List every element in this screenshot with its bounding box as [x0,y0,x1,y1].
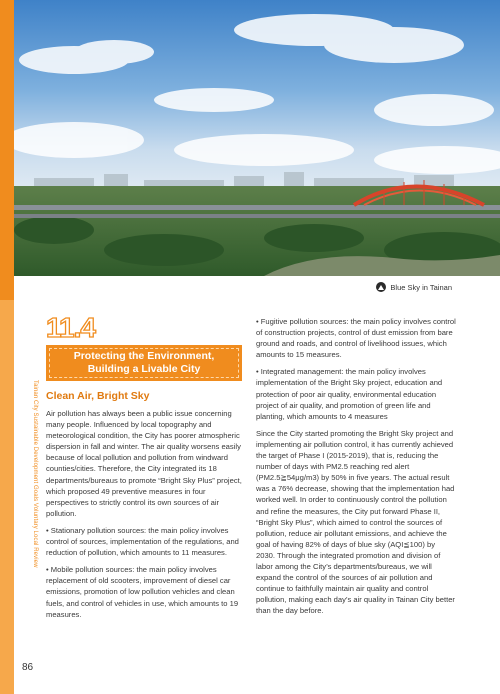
section-title-inner [49,348,239,378]
right-paragraph-2: • Integrated management: the main policy involves implementation of the Bright Sky project, education and protection of poor air quality, environmental education project of air quality, and promotion of green life and planting, which amounts to 4 measures [256,367,443,421]
left-paragraph-3: • Mobile pollution sources: the main policy involves replacement of old scooters, improvement of diesel car emissions, promotion of low pollution vehicles and clean fuels, and control of vehicles in use, which amounts to 19 measures. [46,565,239,619]
running-head-vertical: Tainan City Sustainable Development Goals Voluntary Local Review [32,380,38,568]
left-column [46,408,246,626]
left-paragraph-1: Air pollution has always been a public issue concerning many people. Influenced by local topography and meteorological condition, the City has poorer atmospheric dispersion in fall and winter. The air quality worsens easily because of local pollution and pollution from windward counties/cities. Therefore, the City integrated its 18 departments/bureaus to promote “Bright Sky Plus” project, which proposed 49 preventive measures in four perspectives to strictly control its own sources of air pollution. [46,409,242,518]
left-paragraph-2: • Stationary pollution sources: the main policy involves control of sources, implementation of the regulations, and reduction of pollution, which amounts to 11 measures. [46,525,239,558]
right-paragraph-1: • Fugitive pollution sources: the main policy involves control of construction projects, control of dust emission from bare ground and roads, and control of livelihood issues, which amounts to 15 measures. [256,317,456,360]
section-title-line2: Building a Livable City [87,363,201,375]
subheading: Clean Air, Bright Sky [46,390,150,402]
caption-triangle-icon [376,282,386,292]
right-column [256,316,456,622]
page-number: 86 [22,662,34,673]
section-number: 11.4 [46,312,95,343]
right-paragraph-3: Since the City started promoting the Bright Sky project and implementing air pollution control, it has currently achieved the target of Phase I (2015-2019), that is, reducing the number of days with PM2.5 reaching red alert (PM2.5≧54μg/m3) by 50% in five years. The actual result was a 76% decrease, showing that the implementation had worked well. In order to continuously control the pollution and refine the measures, the City put forward Phase II, “Bright Sky Plus”, which aimed to control the sources of pollution, reduce air pollutant emissions, and achieve the goal of having 82% of days of blue sky (AQI≦100) by 2030. Through the integrated promotion and division of labor among the City’s departments/bureaus, we will expand the control of the sources of air pollution and continue to faithfully maintain air quality and control pollution, making each day’s air quality in Tainan City better than the day before. [256,428,455,616]
blue-sky-photo [14,0,500,276]
section-title-line1: Protecting the Environment, [73,350,215,362]
side-accent-bar-lower [0,300,14,694]
section-title-box [46,345,242,381]
photo-caption [376,282,452,292]
photo-caption-text: Blue Sky in Tainan [390,282,452,292]
